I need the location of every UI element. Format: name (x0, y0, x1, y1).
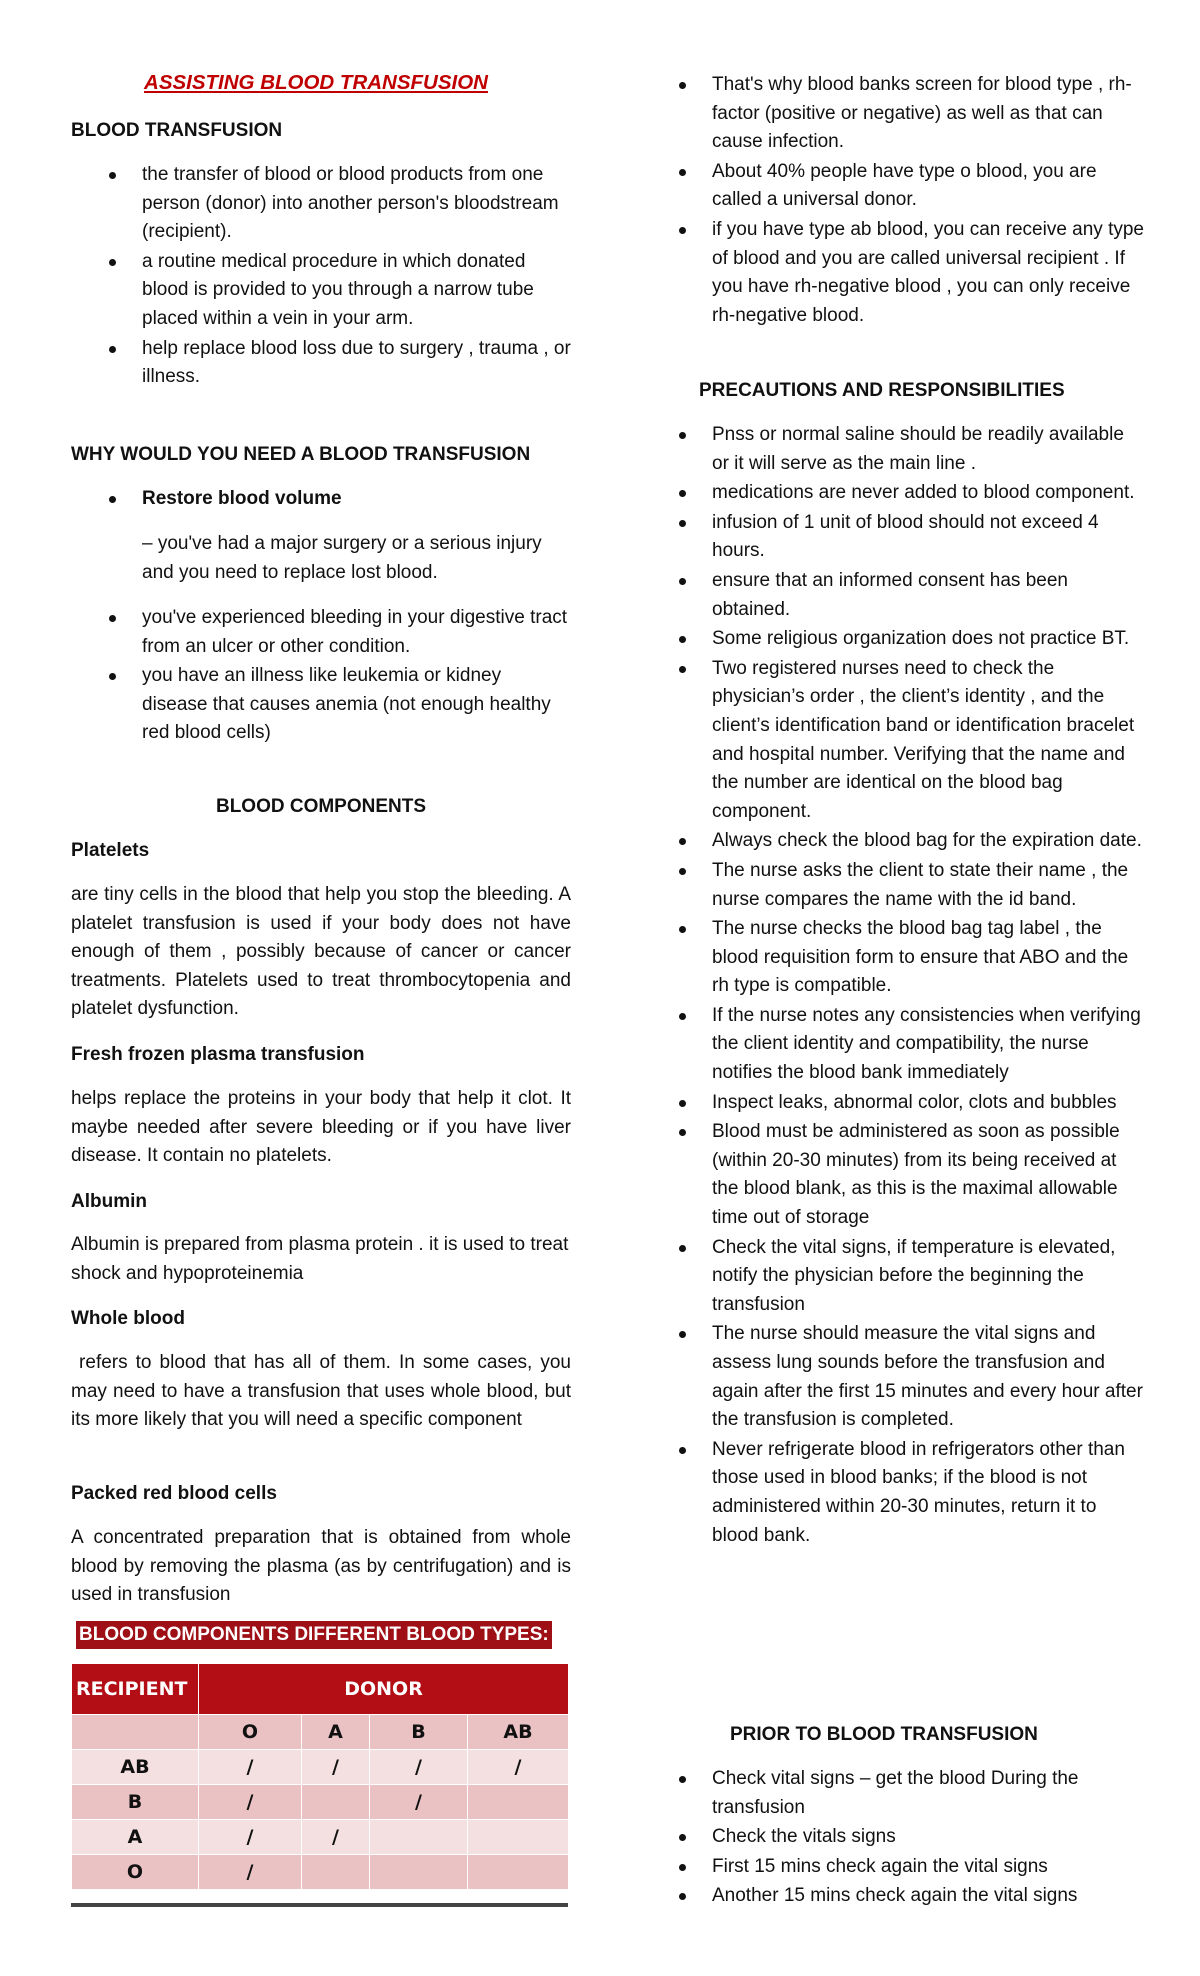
table-cell: / (468, 1750, 569, 1785)
platelets-heading: Platelets (71, 840, 150, 861)
list-item: Restore blood volume (71, 485, 571, 514)
list-item: Always check the blood bag for the expiration date. (675, 827, 1145, 856)
donor-types-row (72, 1715, 569, 1750)
table-cell (302, 1785, 370, 1820)
donor-type-cell: B (370, 1715, 468, 1750)
list-item: Check vital signs – get the blood During the transfusion (675, 1765, 1145, 1822)
recipient-cell: AB (72, 1750, 199, 1785)
list-item: you have an illness like leukemia or kidney disease that causes anemia (not enough healthy red blood cells) (71, 662, 571, 748)
recipient-cell: A (72, 1820, 199, 1855)
table-cell (468, 1820, 569, 1855)
donor-type-cell: A (302, 1715, 370, 1750)
document-title: ASSISTING BLOOD TRANSFUSION (144, 71, 488, 94)
table-cell: / (370, 1750, 468, 1785)
platelets-text: are tiny cells in the blood that help you stop the bleeding. A platelet transfusion is used if your body does not have enough of them , possibly because of cancer or cancer treatments. Platelets used to treat thrombocytopenia and platelet dysfunction. (71, 884, 571, 1020)
list-item: infusion of 1 unit of blood should not exceed 4 hours. (675, 509, 1145, 566)
list-item: Two registered nurses need to check the physician’s order , the client’s identity , and the client’s identification band or identification bracelet and hospital number. Verifying that the name and the number are identical on the blood bag component. (675, 655, 1145, 827)
recipient-header: RECIPIENT (72, 1664, 199, 1715)
table-cell (370, 1820, 468, 1855)
list-item: Blood must be administered as soon as possible (within 20-30 minutes) from its being received at the blood blank, as this is the maximal allowable time out of storage (675, 1118, 1145, 1232)
whole-blood-text: refers to blood that has all of them. In some cases, you may need to have a transfusion that uses whole blood, but its more likely that you will need a specific component (71, 1352, 577, 1431)
list-item: Check the vitals signs (675, 1823, 1145, 1852)
prior-list (675, 1765, 1145, 1912)
ffp-heading: Fresh frozen plasma transfusion (71, 1044, 365, 1065)
list-item: Never refrigerate blood in refrigerators other than those used in blood banks; if the blood is not administered within 20-30 minutes, return it to blood bank. (675, 1436, 1145, 1550)
table-row (72, 1820, 569, 1855)
donor-type-cell: AB (468, 1715, 569, 1750)
list-item: Pnss or normal saline should be readily available or it will serve as the main line . (675, 421, 1145, 478)
why-heading: WHY WOULD YOU NEED A BLOOD TRANSFUSION (71, 444, 531, 465)
list-item: Inspect leaks, abnormal color, clots and bubbles (675, 1089, 1145, 1118)
table-cell: / (199, 1785, 302, 1820)
list-item: if you have type ab blood, you can receive any type of blood and you are called universal recipient . If you have rh-negative blood , you can only receive rh-negative blood. (675, 216, 1145, 330)
table-cell: / (370, 1785, 468, 1820)
ffp-text: helps replace the proteins in your body that help it clot. It maybe needed after severe bleeding or if you have liver disease. It contain no platelets. (71, 1088, 571, 1167)
table-cell (468, 1855, 569, 1890)
list-item: That's why blood banks screen for blood type , rh-factor (positive or negative) as well as that can cause infection. (675, 71, 1145, 157)
table-cell: / (302, 1750, 370, 1785)
table-cell: / (199, 1820, 302, 1855)
prbc-text: A concentrated preparation that is obtained from whole blood by removing the plasma (as by centrifugation) and is used in transfusion (71, 1527, 571, 1606)
list-item: The nurse checks the blood bag tag label , the blood requisition form to ensure that ABO and the rh type is compatible. (675, 915, 1145, 1001)
table-cell: / (302, 1820, 370, 1855)
table-bottom-edge (71, 1903, 568, 1907)
list-item: The nurse should measure the vital signs and assess lung sounds before the transfusion and again after the first 15 minutes and every hour after the transfusion is completed. (675, 1320, 1145, 1434)
components-heading: BLOOD COMPONENTS (215, 796, 427, 817)
donor-header: DONOR (199, 1664, 569, 1715)
list-item: the transfer of blood or blood products from one person (donor) into another person's bloodstream (recipient). (71, 161, 571, 247)
list-item: a routine medical procedure in which donated blood is provided to you through a narrow tube placed within a vein in your arm. (71, 248, 571, 334)
table-cell (302, 1855, 370, 1890)
list-item: ensure that an informed consent has been obtained. (675, 567, 1145, 624)
table-cell (468, 1785, 569, 1820)
list-item: The nurse asks the client to state their name , the nurse compares the name with the id band. (675, 857, 1145, 914)
list-item: Another 15 mins check again the vital signs (675, 1882, 1145, 1911)
recipient-cell: O (72, 1855, 199, 1890)
recipient-cell: B (72, 1785, 199, 1820)
why-list (71, 604, 571, 749)
table-cell: / (199, 1855, 302, 1890)
table-row (72, 1750, 569, 1785)
table-header-row (72, 1664, 569, 1715)
list-item: First 15 mins check again the vital signs (675, 1853, 1145, 1882)
blood-compatibility-table (71, 1663, 569, 1890)
blood-transfusion-list (71, 161, 571, 393)
list-item: Some religious organization does not practice BT. (675, 625, 1145, 654)
table-cell (370, 1855, 468, 1890)
table-row (72, 1785, 569, 1820)
albumin-heading: Albumin (71, 1191, 147, 1212)
precautions-list (675, 421, 1145, 1551)
list-item: About 40% people have type o blood, you are called a universal donor. (675, 158, 1145, 215)
list-item: If the nurse notes any consistencies when verifying the client identity and compatibility, the nurse notifies the blood bank immediately (675, 1002, 1145, 1088)
list-item: you've experienced bleeding in your digestive tract from an ulcer or other condition. (71, 604, 571, 661)
blood-transfusion-heading: BLOOD TRANSFUSION (71, 120, 283, 141)
table-cell: / (199, 1750, 302, 1785)
table-cell (72, 1715, 199, 1750)
list-item: Check the vital signs, if temperature is elevated, notify the physician before the beginning the transfusion (675, 1234, 1145, 1320)
blood-types-banner: BLOOD COMPONENTS DIFFERENT BLOOD TYPES: (76, 1621, 552, 1649)
whole-blood-heading: Whole blood (71, 1308, 185, 1329)
donor-type-cell: O (199, 1715, 302, 1750)
table-row (72, 1855, 569, 1890)
list-item: help replace blood loss due to surgery , trauma , or illness. (71, 335, 571, 392)
why-list-first (71, 485, 571, 515)
prior-heading: PRIOR TO BLOOD TRANSFUSION (730, 1724, 1038, 1745)
why-item-detail: – you've had a major surgery or a serious injury and you need to replace lost blood. (142, 533, 542, 583)
list-item: medications are never added to blood component. (675, 479, 1145, 508)
prbc-heading: Packed red blood cells (71, 1483, 277, 1504)
intro-list (675, 71, 1145, 331)
precautions-heading: PRECAUTIONS AND RESPONSIBILITIES (699, 380, 1065, 401)
albumin-text: Albumin is prepared from plasma protein . it is used to treat shock and hypoproteinemia (71, 1234, 569, 1284)
